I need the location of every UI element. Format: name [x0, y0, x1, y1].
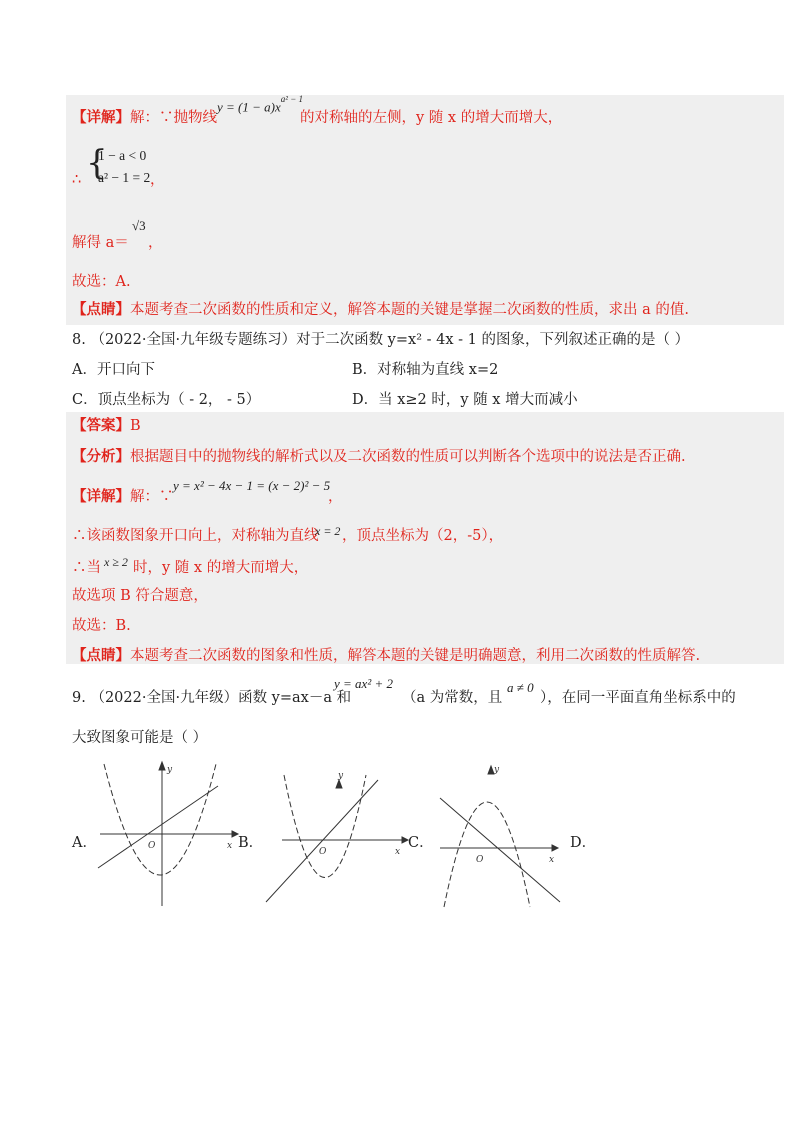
solve-prefix: 解得 a＝: [72, 235, 129, 251]
system-line-1: 1 − a < 0: [98, 148, 147, 163]
system-comma-text: ，: [150, 172, 165, 188]
q9-text-c: [540, 688, 736, 708]
answer-tag: 【答案】: [72, 417, 130, 434]
analysis-tag: 【分析】: [72, 448, 130, 465]
detail-line-1: [72, 108, 217, 128]
detail-comma-2-text: ，: [328, 489, 343, 505]
y-label: y: [494, 765, 500, 775]
q9-option-a-label[interactable]: A．: [72, 835, 97, 851]
left-brace: {: [86, 143, 108, 183]
parabola: [104, 764, 216, 875]
comment-text-2: 本题考查二次函数的图象和性质，解答本题的关键是明确题意，利用二次函数的性质解答.: [130, 648, 701, 664]
q8-option-c[interactable]: C．顶点坐标为（ - 2， - 5）: [72, 392, 261, 408]
q9-formula: y = ax² + 2: [334, 676, 393, 691]
solve-value: √3: [132, 218, 146, 233]
q8-option-d[interactable]: D．当 x≥2 时，y 随 x 增大而减小: [352, 392, 578, 408]
q8-text: 对于二次函数 y=x² - 4x - 1 的图象，下列叙述正确的是（ ）: [296, 332, 690, 348]
detail-comma-2: [328, 487, 343, 507]
detail-text: 解：∵抛物线: [130, 110, 217, 126]
choice-line-2: 故选：B.: [72, 618, 131, 634]
q8-stem: [72, 330, 689, 350]
y-arrow-icon: [159, 762, 165, 770]
q9-number: 9.: [72, 690, 86, 706]
answer-value: B: [130, 418, 141, 434]
comment-tag-2: 【点睛】: [72, 647, 130, 664]
x-arrow-icon: [402, 837, 408, 843]
line2-b-text: ，顶点坐标为（2，-5），: [342, 528, 504, 544]
line2-b: [342, 526, 503, 546]
line2-a: ∴该函数图象开口向上，对称轴为直线: [72, 528, 319, 544]
comment-text-1: 本题考查二次函数的性质和定义，解答本题的关键是掌握二次函数的性质，求出 a 的值.: [130, 302, 689, 318]
q8-number: 8.: [72, 332, 86, 348]
graph-b[interactable]: [262, 770, 412, 905]
comment-tag-1: 【点睛】: [72, 301, 130, 318]
x-arrow-icon: [232, 831, 238, 837]
detail2-line3: [72, 558, 101, 578]
q9-stem-line2: 大致图象可能是（ ）: [72, 730, 208, 746]
parabola: [284, 775, 366, 878]
q9-option-d-label[interactable]: D．: [570, 835, 597, 851]
origin-label: O: [476, 855, 484, 865]
solution-block-1: [66, 95, 784, 325]
q9-text-c-inner: ），在同一平面直角坐标系中的: [540, 690, 736, 706]
q8-option-b[interactable]: B．对称轴为直线 x=2: [352, 362, 499, 378]
graph-a[interactable]: [90, 756, 240, 916]
detail-tag: 【详解】: [72, 109, 130, 126]
q9-condition: a ≠ 0: [507, 680, 534, 695]
system-comma: [150, 170, 165, 190]
detail-formula-2: y = x² − 4x − 1 = (x − 2)² − 5: [173, 478, 331, 493]
origin-label: O: [319, 847, 327, 857]
detail-tail: [300, 108, 562, 128]
analysis-text: 根据题目中的抛物线的解析式以及二次函数的性质可以判断各个选项中的说法是否正确.: [130, 449, 686, 465]
q9-stem: [72, 688, 351, 708]
parabola: [444, 802, 530, 907]
line-graph: [266, 780, 378, 902]
comment-line-1: [72, 300, 689, 320]
detail-formula: [217, 94, 304, 115]
system-line-2: a² − 1 = 2: [98, 170, 151, 185]
graph-c[interactable]: [432, 762, 567, 910]
q8-option-a[interactable]: A．开口向下: [72, 362, 155, 378]
q9-text-b: [402, 688, 502, 708]
x-label: x: [549, 855, 555, 865]
comment-line-2: [72, 646, 700, 666]
origin-label: O: [148, 841, 156, 851]
line2-formula: x = 2: [315, 524, 341, 538]
q8-source: （2022·全国·九年级专题练习）: [90, 332, 297, 348]
line3-a: ∴当: [72, 560, 101, 576]
line3-b-text: 时，y 随 x 的增大而增大，: [133, 560, 309, 576]
answer-line: [72, 416, 141, 436]
x-arrow-icon: [552, 845, 558, 851]
line-graph: [98, 786, 218, 868]
q9-text-b-inner: （a 为常数，且: [402, 690, 503, 706]
q9-source: （2022·全国·九年级）: [90, 690, 239, 706]
y-label: y: [338, 771, 344, 781]
therefore-symbol: [72, 170, 81, 190]
x-label: x: [227, 841, 233, 851]
choice-line-1: 故选：A.: [72, 274, 131, 290]
y-arrow-icon: [336, 780, 342, 788]
formula-exponent: a² − 1: [280, 94, 304, 104]
line3-b: [133, 558, 308, 578]
x-label: x: [395, 847, 401, 857]
detail-line-2: [72, 487, 174, 507]
q9-text-a: 函数 y=ax－a 和: [238, 690, 352, 706]
detail2-line4: 故选项 B 符合题意，: [72, 588, 208, 604]
solve-comma: [148, 233, 163, 253]
q9-option-b-label[interactable]: B．: [238, 835, 264, 851]
solve-comma-text: ，: [148, 235, 163, 251]
therefore-text: ∴: [72, 172, 82, 188]
detail-tag-2: 【详解】: [72, 488, 130, 505]
y-label: y: [167, 765, 173, 775]
detail2-line2: [72, 526, 319, 546]
detail-tail-text: 的对称轴的左侧，y 随 x 的增大而增大，: [300, 110, 563, 126]
line3-formula: x ≥ 2: [104, 555, 128, 569]
q9-option-c-label[interactable]: C．: [408, 835, 434, 851]
detail-prefix-2: 解：∵: [130, 489, 174, 505]
formula-base: y = (1 − a)x: [217, 99, 281, 115]
solve-line: [72, 233, 129, 253]
analysis-line: [72, 447, 686, 467]
